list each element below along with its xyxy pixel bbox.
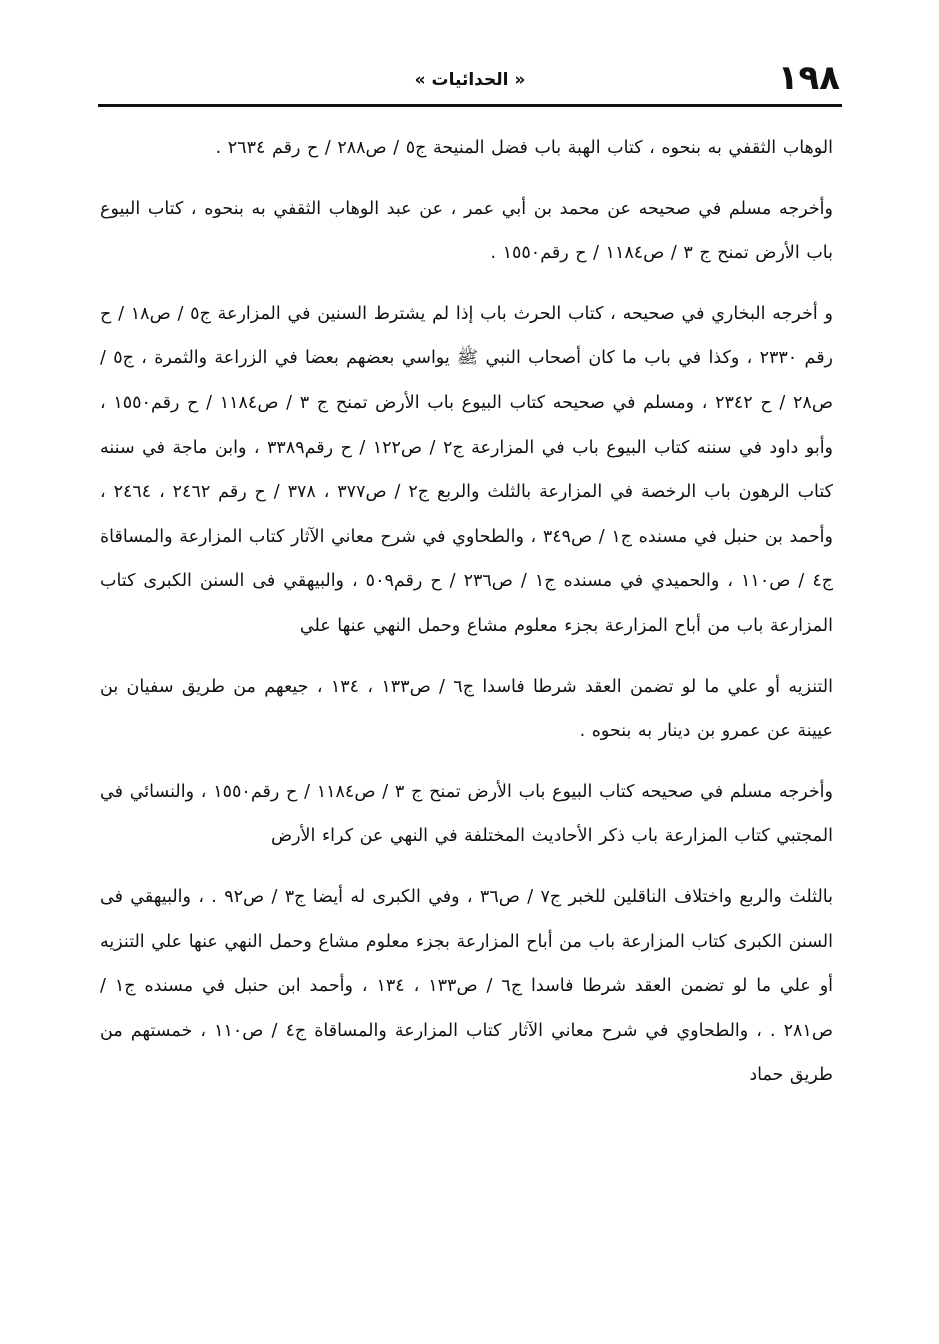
- paragraph: بالثلث والربع واختلاف الناقلين للخبر ج٧ / ص٣٦ ، وفي الكبرى له أيضا ج٣ / ص٩٢ . ، والبيهقي فى السنن الكبرى كتاب المزارعة باب من أباح المزارعة بجزء معلوم مشاع وحمل النهي عنها علي التنزيه أو علي ما لو تضمن العقد شرطا فاسدا ج٦ / ص١٣٣ ، ١٣٤ ، وأحمد ابن حنبل في مسنده ج١ / ص٢٨١ . ، والطحاوي في شرح معاني الآثار كتاب المزارعة والمساقاة ج٤ / ص١١٠ ، خمستهم من طريق حماد: [100, 886, 834, 1086]
- paragraph: وأخرجه مسلم في صحيحه كتاب البيوع باب الأرض تمنح ج ٣ / ص١١٨٤ / ح رقم١٥٥٠ ، والنسائي في المجتبي كتاب المزارعة باب ذكر الأحاديث المختلفة في النهي عن كراء الأرض: [100, 781, 833, 847]
- running-title: « الحدائيات »: [414, 70, 526, 90]
- page-header: [100, 58, 840, 102]
- paragraph: و أخرجه البخاري في صحيحه ، كتاب الحرث باب إذا لم يشترط السنين في المزارعة ج٥ / ص١٨ / ح رقم ٢٣٣٠ ، وكذا في باب ما كان أصحاب النبي ﷺ يواسي بعضهم بعضا في الزراعة والثمرة ، ج٥ / ص٢٨ / ح ٢٣٤٢ ، ومسلم في صحيحه كتاب البيوع باب الأرض تمنح ج ٣ / ص١١٨٤ / ح رقم١٥٥٠ ، وأبو داود في سننه كتاب البيوع باب في المزارعة ج٢ / ص١٢٢ / ح رقم٣٣٨٩ ، وابن ماجة في سننه كتاب الرهون باب الرخصة في المزارعة بالثلث والربع ج٢ / ص٣٧٧ ، ٣٧٨ / ح رقم ٢٤٦٢ ، ٢٤٦٤ ، وأحمد بن حنبل في مسنده ج١ / ص٣٤٩ ، والطحاوي في شرح معاني الآثار كتاب المزارعة والمساقاة ج٤ / ص١١٠ ، والحميدي في مسنده ج١ / ص٢٣٦ / ح رقم٥٠٩ ، والبيهقي فى السنن الكبرى كتاب المزارعة باب من أباح المزارعة بجزء معلوم مشاع وحمل النهي عنها علي: [100, 303, 834, 636]
- paragraph: التنزيه أو علي ما لو تضمن العقد شرطا فاسدا ج٦ / ص١٣٣ ، ١٣٤ ، جيعهم من طريق سفيان بن عيينة عن عمرو بن دينار به بنحوه .: [100, 676, 834, 742]
- header-rule: [98, 104, 842, 107]
- paragraph: وأخرجه مسلم في صحيحه عن محمد بن أبي عمر ، عن عبد الوهاب الثقفي به بنحوه ، كتاب البيوع باب الأرض تمنح ج ٣ / ص١١٨٤ / ح رقم١٥٥٠ .: [100, 198, 833, 264]
- paragraph: الوهاب الثقفي به بنحوه ، كتاب الهبة باب فضل المنيحة ج٥ / ص٢٨٨ / ح رقم ٢٦٣٤ .: [215, 138, 833, 158]
- page-number: ١٩٨: [777, 58, 840, 98]
- page-body: [100, 126, 833, 1114]
